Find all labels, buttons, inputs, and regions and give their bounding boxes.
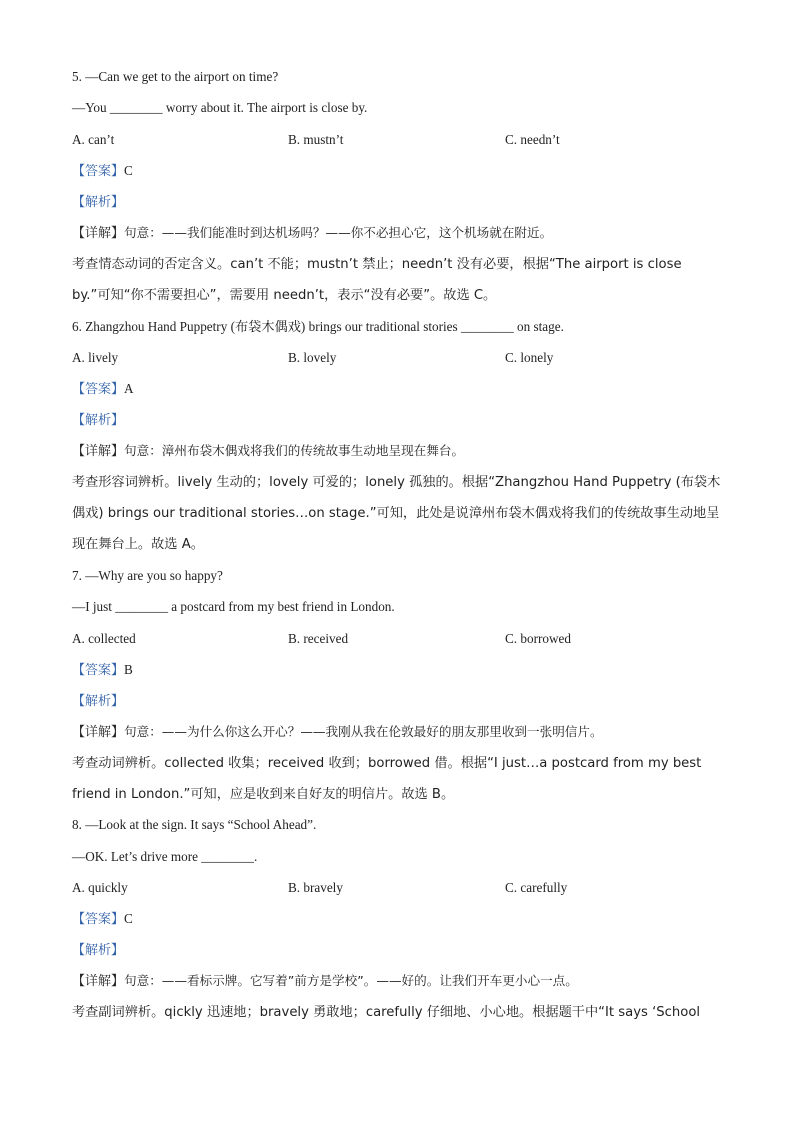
q8-answer-value: C [124,911,133,926]
q7-answer-tag: 【答案】 [72,663,125,678]
q8-option-c: C. carefully [505,880,568,895]
q7-analysis-tag: 【解析】 [72,694,125,709]
q7-stem-1: 7. —Why are you so happy? [72,568,223,583]
q7-option-b: B. received [288,631,349,646]
q7-explanation: 考查动词辨析。collected 收集；received 收到；borrowed 借。根据“I just…a postcard from my best friend in London.”可知，应是收到来自好友的明信片。故选 B。 [72,756,702,802]
q5-detail-tag: 【详解】 [72,226,125,241]
q5-option-a: A. can’t [72,132,115,147]
q5-analysis-heading [72,193,124,212]
q8-answer-tag: 【答案】 [72,912,125,927]
q7-option-a: A. collected [72,631,136,646]
q5-option-b: B. mustn’t [288,132,344,147]
q6-option-a: A. lively [72,350,119,365]
q7-stem-2: —I just ________ a postcard from my best friend in London. [72,599,395,614]
q5-answer-value: C [124,163,133,178]
q8-stem-2: —OK. Let’s drive more ________. [72,849,258,864]
q6-answer-value: A [124,381,134,396]
q8-analysis-tag: 【解析】 [72,943,125,958]
q7-answer [72,661,133,680]
q7-analysis-heading [72,692,124,711]
q6-option-b: B. lovely [288,350,337,365]
q6-detail-tag: 【详解】 [72,444,125,459]
q8-option-a: A. quickly [72,880,128,895]
q6-analysis-heading [72,411,124,430]
q8-detail [72,972,578,991]
q5-stem-1: 5. —Can we get to the airport on time? [72,69,279,84]
q7-answer-value: B [124,662,133,677]
q8-option-b: B. bravely [288,880,343,895]
q8-detail-text: 句意：——看标示牌。它写着”前方是学校”。——好的。让我们开车更小心一点。 [124,973,578,988]
q8-stem-1: 8. —Look at the sign. It says “School Ahead”. [72,817,317,832]
q6-answer-tag: 【答案】 [72,382,125,397]
q6-stem-1: 6. Zhangzhou Hand Puppetry (布袋木偶戏) brings our traditional stories ________ on stage. [72,319,564,334]
q5-detail-text: 句意：——我们能准时到达机场吗？——你不必担心它，这个机场就在附近。 [124,225,553,240]
q5-detail [72,224,552,243]
q6-detail [72,442,464,461]
q6-analysis-tag: 【解析】 [72,413,125,428]
q5-answer [72,162,133,181]
q5-answer-tag: 【答案】 [72,164,125,179]
q8-explanation: 考查副词辨析。qickly 迅速地；bravely 勇敢地；carefully 仔细地、小心地。根据题干中“It says ‘School [72,1005,701,1020]
q5-option-c: C. needn’t [505,132,560,147]
q8-detail-tag: 【详解】 [72,974,125,989]
q7-detail-text: 句意：——为什么你这么开心？——我刚从我在伦敦最好的朋友那里收到一张明信片。 [124,724,603,739]
q5-explanation: 考查情态动词的否定含义。can’t 不能；mustn’t 禁止；needn’t 没有必要，根据“The airport is close by.”可知“你不需要担心”，需要用 needn’t，表示“没有必要”。故选 C。 [72,257,682,303]
q5-analysis-tag: 【解析】 [72,195,125,210]
q6-explanation: 考查形容词辨析。lively 生动的；lovely 可爱的；lonely 孤独的。根据“Zhangzhou Hand Puppetry (布袋木偶戏) brings our traditional stories…on stage.”可知，此处是说漳州布袋木偶戏将我们的传统故事生动地呈现在舞台上。故选 A。 [72,475,721,552]
q7-detail [72,723,603,742]
q7-option-c: C. borrowed [505,631,571,646]
q6-answer [72,380,134,399]
q5-stem-2: —You ________ worry about it. The airport is close by. [72,100,368,115]
q6-detail-text: 句意：漳州布袋木偶戏将我们的传统故事生动地呈现在舞台。 [124,443,465,458]
q8-analysis-heading [72,941,124,960]
q6-option-c: C. lonely [505,350,554,365]
q7-detail-tag: 【详解】 [72,725,125,740]
q8-answer [72,910,133,929]
